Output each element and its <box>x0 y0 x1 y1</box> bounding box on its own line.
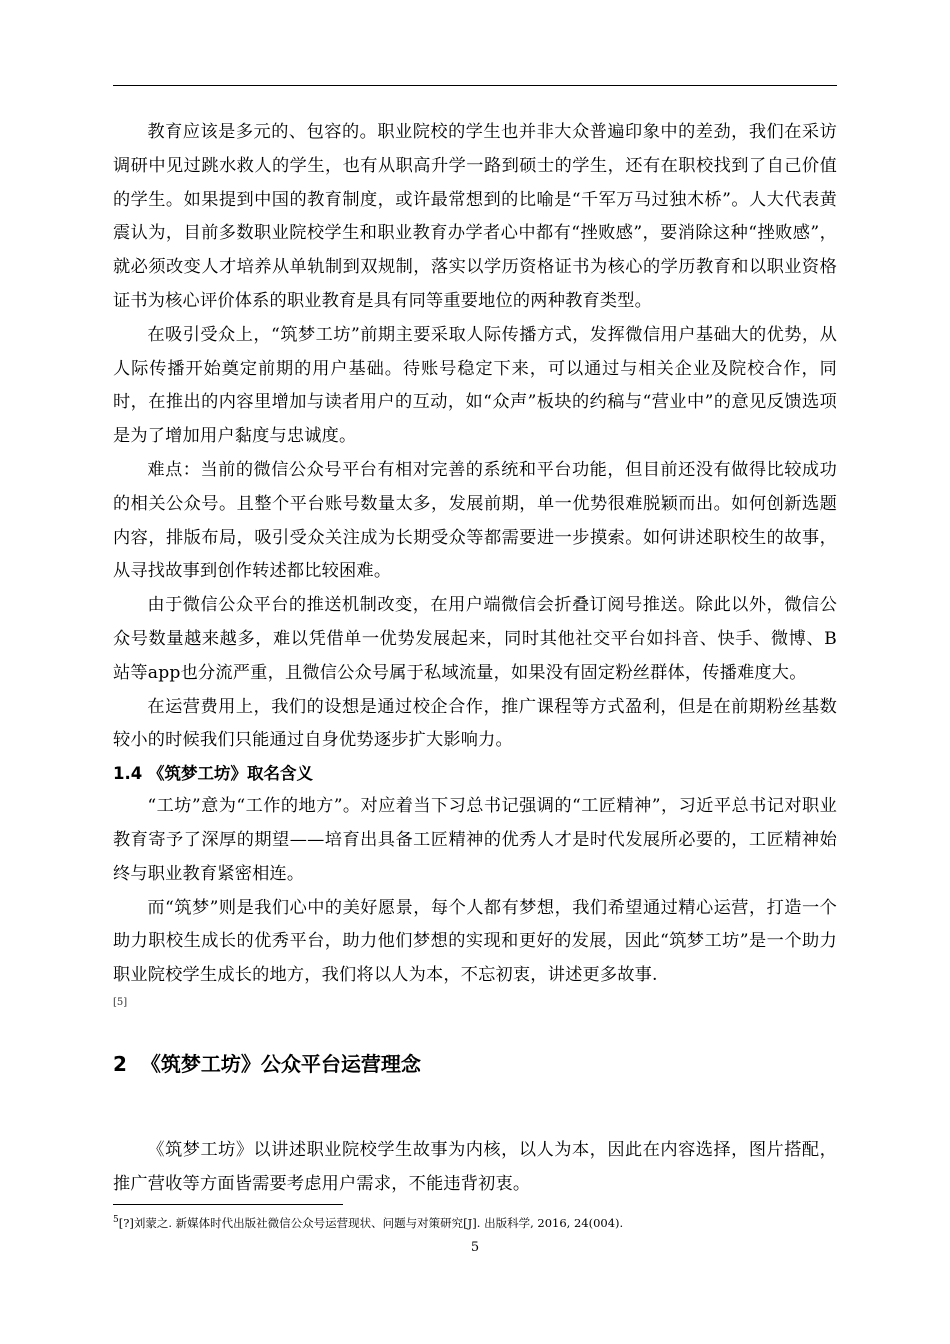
footnote-rule <box>113 1204 343 1205</box>
footnote <box>113 1212 623 1231</box>
header-rule <box>113 85 837 86</box>
footnote-text: [?]刘蒙之. 新媒体时代出版社微信公众号运营现状、问题与对策研究[J]. 出版科学, 2016, 24(004). <box>118 1215 624 1230</box>
paragraph-push-mechanism: 由于微信公众平台的推送机制改变，在用户端微信会折叠订阅号推送。除此以外，微信公众号数量越来越多，难以凭借单一优势发展起来，同时其他社交平台如抖音、快手、微博、B站等app也分流严重，且微信公众号属于私域流量，如果没有固定粉丝群体，传播难度大。 <box>113 595 837 683</box>
paragraph-difficulties: 难点：当前的微信公众号平台有相对完善的系统和平台功能，但目前还没有做得比较成功的相关公众号。且整个平台账号数量太多，发展前期，单一优势很难脱颖而出。如何创新选题内容，排版布局，吸引受众关注成为长期受众等都需要进一步摸索。如何讲述职校生的故事，从寻找故事到创作转述都比较困难。 <box>113 459 837 582</box>
body-content <box>113 116 837 1013</box>
footnote-mark: 5 <box>113 1215 119 1225</box>
section-heading-1-4: 1.4 《筑梦工坊》取名含义 <box>113 764 313 784</box>
citation-reference: [5] <box>113 996 128 1008</box>
paragraph-audience: 在吸引受众上，“筑梦工坊”前期主要采取人际传播方式，发挥微信用户基础大的优势，从人际传播开始奠定前期的用户基础。待账号稳定下来，可以通过与相关企业及院校合作，同时，在推出的内容里增加与读者用户的互动，如“众声”板块的约稿与“营业中”的意见反馈选项是为了增加用户黏度与忠诚度。 <box>113 324 837 447</box>
paragraph-zhumeng-meaning: 而“筑梦”则是我们心中的美好愿景，每个人都有梦想，我们希望通过精心运营，打造一个助力职校生成长的优秀平台，助力他们梦想的实现和更好的发展，因此“筑梦工坊”是一个助力职业院校学生成长的地方，我们将以人为本，不忘初衷，讲述更多故事. <box>113 897 837 986</box>
page-number: 5 <box>470 1240 480 1255</box>
paragraph-gongfang-meaning: “工坊”意为“工作的地方”。对应着当下习总书记强调的“工匠精神”，习近平总书记对职业教育寄予了深厚的期望——培育出具备工匠精神的优秀人才是时代发展所必要的，工匠精神始终与职业教育紧密相连。 <box>113 796 837 884</box>
chapter-number: 2 <box>113 1052 127 1076</box>
chapter-heading-2 <box>113 1048 421 1080</box>
paragraph-education: 教育应该是多元的、包容的。职业院校的学生也并非大众普遍印象中的差劲，我们在采访调研中见过跳水救人的学生，也有从职高升学一路到硕士的学生，还有在职校找到了自己价值的学生。如果提到中国的教育制度，或许最常想到的比喻是“千军万马过独木桥”。人大代表黄震认为，目前多数职业院校学生和职业教育办学者心中都有“挫败感”，要消除这种“挫败感”，就必须改变人才培养从单轨制到双规制，落实以学历资格证书为核心的学历教育和以职业资格证书为核心评价体系的职业教育是具有同等重要地位的两种教育类型。 <box>113 122 837 311</box>
chapter-2-intro-block <box>113 1134 837 1202</box>
paragraph-operating-costs: 在运营费用上，我们的设想是通过校企合作，推广课程等方式盈利，但是在前期粉丝基数较小的时候我们只能通过自身优势逐步扩大影响力。 <box>113 696 837 751</box>
paragraph-chapter-2-intro: 《筑梦工坊》以讲述职业院校学生故事为内核，以人为本，因此在内容选择，图片搭配，推广营收等方面皆需要考虑用户需求，不能违背初衷。 <box>113 1140 837 1194</box>
chapter-title: 《筑梦工坊》公众平台运营理念 <box>140 1052 421 1076</box>
